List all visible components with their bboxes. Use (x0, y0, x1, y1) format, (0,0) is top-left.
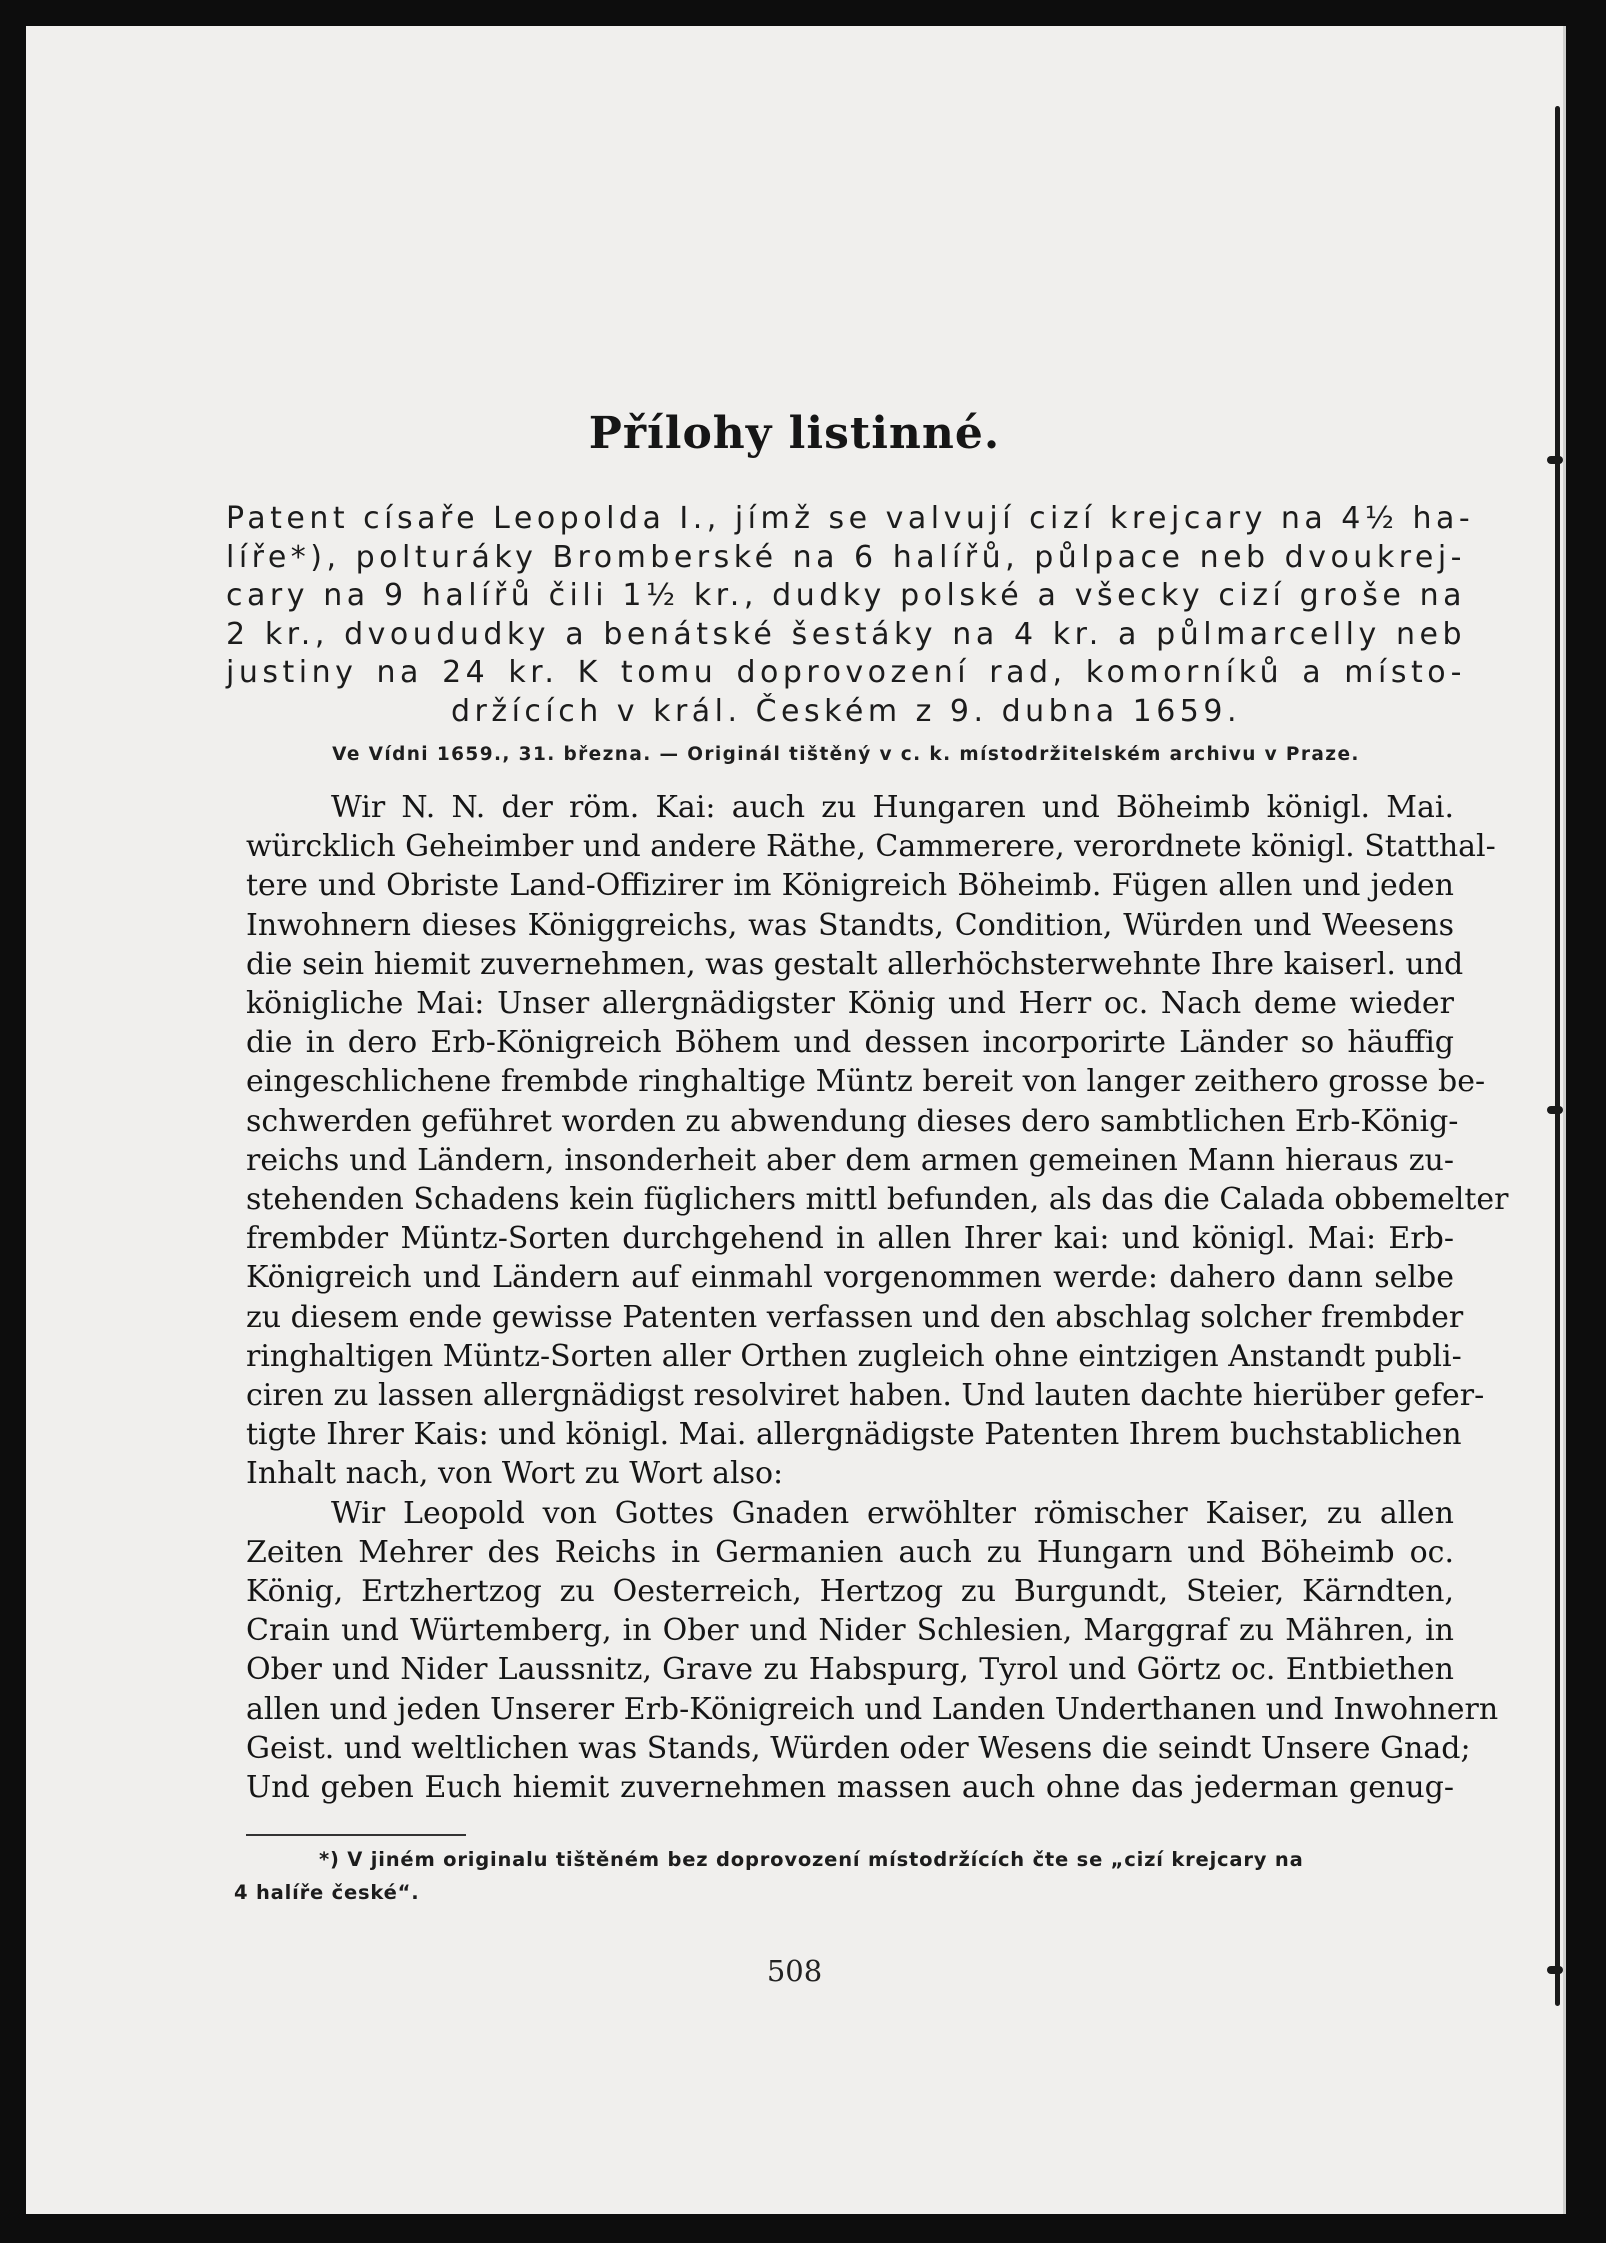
binding-edge (1537, 66, 1577, 2186)
body-line: Zeiten Mehrer des Reichs in Germanien auch zu Hungarn und Böheimb oc. (246, 1534, 1454, 1570)
document-body (246, 788, 1509, 1807)
document-summary (226, 500, 1475, 731)
body-line: König, Ertzhertzog zu Oesterreich, Hertzog zu Burgundt, Steier, Kärndten, (246, 1574, 1454, 1610)
body-line: Crain und Würtemberg, in Ober und Nider Schlesien, Marggraf zu Mähren, in (246, 1613, 1454, 1649)
body-line: tigte Ihrer Kais: und königl. Mai. allergnädigste Patenten Ihrem buchstablichen (246, 1417, 1462, 1453)
body-line: tere und Obriste Land-Offizirer im Königreich Böheimb. Fügen allen und jeden (246, 868, 1454, 904)
summary-line: justiny na 24 kr. K tomu doprovození rad, komorníků a místo- (226, 655, 1466, 690)
body-line: Wir N. N. der röm. Kai: auch zu Hungaren und Böheimb königl. Mai. (331, 790, 1454, 825)
body-line: Geist. und weltlichen was Stands, Würden oder Wesens die seindt Unsere Gnad; (246, 1730, 1471, 1766)
footnote-line: *) V jiném originalu tištěném bez doprovození místodržících čte se „cizí krejcary na (319, 1848, 1304, 1871)
body-line: Inwohnern dieses Königgreichs, was Standts, Condition, Würden und Weesens (246, 907, 1454, 943)
body-line: die in dero Erb-Königreich Böhem und dessen incorporirte Länder so häuffig (246, 1025, 1454, 1061)
summary-line: líře*), polturáky Bromberské na 6 halířů, půlpace neb dvoukrej- (226, 539, 1466, 575)
body-line: reichs und Ländern, insonderheit aber dem armen gemeinen Mann hieraus zu- (246, 1142, 1454, 1178)
footnote (234, 1843, 1456, 1909)
scanned-page (26, 26, 1566, 2214)
body-line: Wir Leopold von Gottes Gnaden erwöhlter römischer Kaiser, zu allen (331, 1495, 1454, 1531)
summary-line: Patent císaře Leopolda I., jímž se valvují cizí krejcary na 4½ ha- (226, 501, 1475, 536)
source-note: Ve Vídni 1659., 31. března. — Originál tištěný v c. k. místodržitelském archivu v Praze. (332, 744, 1360, 765)
body-line: die sein hiemit zuvernehmen, was gestalt allerhöchsterwehnte Ihre kaiserl. und (246, 946, 1464, 982)
footnote-line: 4 halíře české“. (234, 1881, 420, 1904)
body-line: stehenden Schadens kein füglichers mittl befunden, als das die Calada obbemelter (246, 1182, 1509, 1218)
body-line: Königreich und Ländern auf einmahl vorgenommen werde: dahero dann selbe (246, 1260, 1454, 1296)
summary-line: 2 kr., dvoududky a benátské šestáky na 4 kr. a půlmarcelly neb (226, 616, 1466, 652)
body-line: Und geben Euch hiemit zuvernehmen massen auch ohne das jederman genug- (246, 1770, 1454, 1806)
body-line: würcklich Geheimber und andere Räthe, Cammerere, verordnete königl. Statthal- (246, 829, 1496, 865)
summary-line: držících v král. Českém z 9. dubna 1659. (450, 693, 1242, 729)
page-heading: Přílohy listinné. (588, 408, 1001, 459)
body-line: Inhalt nach, von Wort zu Wort also: (246, 1456, 784, 1492)
footnote-divider (246, 1834, 466, 1836)
body-line: Ober und Nider Laussnitz, Grave zu Habspurg, Tyrol und Görtz oc. Entbiethen (246, 1652, 1454, 1688)
body-line: allen und jeden Unserer Erb-Königreich und Landen Underthanen und Inwohnern (246, 1691, 1499, 1727)
body-line: eingeschlichene frembde ringhaltige Müntz bereit von langer zeithero grosse be- (246, 1064, 1486, 1100)
body-line: zu diesem ende gewisse Patenten verfassen und den abschlag solcher frembder (246, 1299, 1464, 1335)
body-line: königliche Mai: Unser allergnädigster König und Herr oc. Nach deme wieder (246, 986, 1454, 1022)
body-line: ringhaltigen Müntz-Sorten aller Orthen zugleich ohne eintzigen Anstandt publi- (246, 1338, 1462, 1374)
body-line: schwerden geführet worden zu abwendung dieses dero sambtlichen Erb-König- (246, 1103, 1459, 1139)
body-line: ciren zu lassen allergnädigst resolviret haben. Und lauten dachte hierüber gefer- (246, 1378, 1485, 1414)
summary-line: cary na 9 halířů čili 1½ kr., dudky polské a všecky cizí groše na (226, 578, 1466, 613)
page-number: 508 (766, 1954, 823, 1988)
body-line: frembder Müntz-Sorten durchgehend in allen Ihrer kai: und königl. Mai: Erb- (246, 1221, 1454, 1257)
